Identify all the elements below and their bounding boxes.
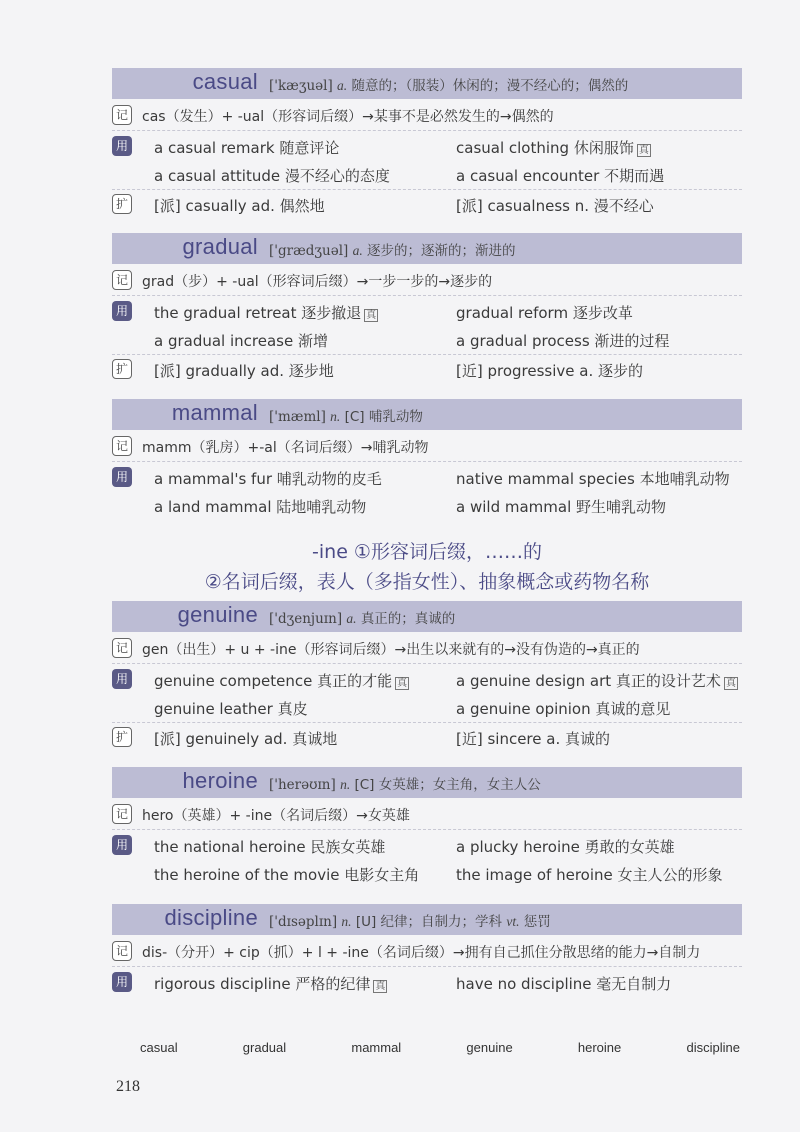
etymology-row: [112, 940, 742, 964]
entry-heroine: [112, 767, 742, 884]
meaning: [U] 纪律；自制力；学科: [355, 914, 503, 930]
divider: [112, 189, 742, 190]
headword: mammal: [171, 400, 258, 425]
usage-icon: 用: [112, 301, 132, 321]
tag-mark: 真: [638, 145, 649, 156]
footer-word: mammal: [351, 1040, 402, 1055]
usage-example: genuine leather 真皮: [154, 700, 308, 718]
usage-example: genuine competence 真正的才能 真: [154, 672, 408, 690]
etymology-row: [112, 637, 742, 661]
usage-example: a land mammal 陆地哺乳动物: [154, 498, 367, 516]
phonetic: ['dɪsəplɪn]: [269, 914, 338, 930]
meaning: 逐步的；逐渐的；渐进的: [367, 243, 516, 259]
part-of-speech: a.: [352, 243, 363, 258]
usage-row: [112, 862, 742, 886]
footer-word: genuine: [466, 1040, 513, 1055]
derivative: [派] casually ad. 偶然地: [154, 197, 325, 215]
usage-row: [112, 696, 742, 720]
footer-word: heroine: [577, 1040, 622, 1055]
definition: [269, 74, 628, 94]
meaning: 真正的；真诚的: [360, 611, 456, 627]
etymology: dis-（分开）+ cip（抓）+ l + -ine（名词后缀）→拥有自己抓住分散思绪的能力→自制力: [142, 945, 701, 961]
usage-example: have no discipline 毫无自制力: [456, 975, 672, 993]
divider: [112, 966, 742, 967]
usage-example: casual clothing 休闲服饰 真: [456, 139, 649, 157]
entry-header: [112, 68, 742, 99]
part-of-speech: a.: [346, 611, 357, 626]
divider: [112, 829, 742, 830]
usage-icon: 用: [112, 467, 132, 487]
usage-row: [112, 494, 742, 518]
usage-row: [112, 163, 742, 187]
usage-icon: 用: [112, 669, 132, 689]
part-of-speech: n.: [330, 409, 341, 424]
usage-example: the national heroine 民族女英雄: [154, 838, 386, 856]
part-of-speech: a.: [337, 78, 348, 93]
entry-header: [112, 904, 742, 935]
memory-icon: 记: [112, 105, 132, 125]
entry-header: [112, 601, 742, 632]
extend-row: [112, 358, 742, 382]
usage-example: a casual encounter 不期而遇: [456, 167, 665, 185]
etymology-row: [112, 803, 742, 827]
footer-word-list: [140, 1040, 740, 1055]
definition: [269, 239, 516, 259]
synonym: [近] sincere a. 真诚的: [456, 730, 610, 748]
entry-gradual: [112, 233, 742, 380]
definition: [269, 773, 541, 793]
extend-row: [112, 193, 742, 217]
usage-example: a plucky heroine 勇敢的女英雄: [456, 838, 675, 856]
headword: gradual: [182, 234, 258, 259]
affix-heading-line1: -ine ①形容词后缀，……的: [312, 541, 542, 563]
divider: [112, 130, 742, 131]
phonetic: ['dʒenjuɪn]: [269, 611, 343, 627]
affix-heading-line2: ②名词后缀，表人（多指女性）、抽象概念或药物名称: [204, 571, 650, 593]
tag-mark: 真: [375, 981, 386, 992]
divider: [112, 663, 742, 664]
footer-word: discipline: [686, 1040, 740, 1055]
derivative: [派] genuinely ad. 真诚地: [154, 730, 338, 748]
etymology-row: [112, 435, 742, 459]
etymology: cas（发生）+ -ual（形容词后缀）→某事不是必然发生的→偶然的: [142, 109, 554, 125]
extend-icon: 扩: [112, 194, 132, 214]
meaning: 惩罚: [523, 914, 551, 930]
usage-example: a gradual increase 渐增: [154, 332, 328, 350]
usage-example: rigorous discipline 严格的纪律 真: [154, 975, 386, 993]
etymology: gen（出生）+ u + -ine（形容词后缀）→出生以来就有的→没有伪造的→真正的: [142, 642, 640, 658]
phonetic: ['kæʒuəl]: [269, 78, 333, 94]
meaning: [C] 哺乳动物: [344, 409, 423, 425]
phonetic: ['herəʊɪn]: [269, 777, 336, 793]
tag-mark: 真: [366, 310, 377, 321]
etymology: hero（英雄）+ -ine（名词后缀）→女英雄: [142, 808, 410, 824]
usage-row: [112, 834, 742, 858]
divider: [112, 461, 742, 462]
memory-icon: 记: [112, 804, 132, 824]
divider: [112, 722, 742, 723]
definition: [269, 405, 423, 425]
part-of-speech: vt.: [506, 914, 520, 929]
etymology-row: [112, 269, 742, 293]
usage-example: the gradual retreat 逐步撤退 真: [154, 304, 377, 322]
definition: [269, 910, 551, 930]
divider: [112, 295, 742, 296]
footer-word: casual: [140, 1040, 178, 1055]
meaning: [C] 女英雄；女主角，女主人公: [354, 777, 541, 793]
footer-word: gradual: [242, 1040, 287, 1055]
derivative: [派] gradually ad. 逐步地: [154, 362, 334, 380]
page-number: 218: [116, 1078, 140, 1095]
memory-icon: 记: [112, 436, 132, 456]
usage-row: [112, 466, 742, 490]
extend-icon: 扩: [112, 359, 132, 379]
phonetic: ['mæml]: [269, 409, 326, 425]
entry-casual: [112, 68, 742, 215]
usage-row: [112, 328, 742, 352]
derivative: [派] casualness n. 漫不经心: [456, 197, 654, 215]
usage-example: a mammal's fur 哺乳动物的皮毛: [154, 470, 382, 488]
usage-row: [112, 668, 742, 692]
definition: [269, 607, 455, 627]
tag-mark: 真: [397, 678, 408, 689]
usage-row: [112, 300, 742, 324]
usage-icon: 用: [112, 972, 132, 992]
usage-icon: 用: [112, 136, 132, 156]
usage-row: [112, 971, 742, 995]
meaning: 随意的；（服装）休闲的；漫不经心的；偶然的: [351, 78, 629, 94]
usage-example: a gradual process 渐进的过程: [456, 332, 670, 350]
entry-mammal: [112, 399, 742, 516]
usage-example: a genuine design art 真正的设计艺术 真: [456, 672, 736, 690]
usage-icon: 用: [112, 835, 132, 855]
memory-icon: 记: [112, 941, 132, 961]
usage-example: the image of heroine 女主人公的形象: [456, 866, 723, 884]
memory-icon: 记: [112, 638, 132, 658]
headword: casual: [192, 69, 258, 94]
etymology: grad（步）+ -ual（形容词后缀）→一步一步的→逐步的: [142, 274, 493, 290]
entry-header: [112, 767, 742, 798]
usage-example: a genuine opinion 真诚的意见: [456, 700, 671, 718]
synonym: [近] progressive a. 逐步的: [456, 362, 643, 380]
headword: heroine: [182, 768, 258, 793]
part-of-speech: n.: [340, 777, 351, 792]
usage-example: native mammal species 本地哺乳动物: [456, 470, 730, 488]
usage-example: a wild mammal 野生哺乳动物: [456, 498, 667, 516]
tag-mark: 真: [725, 678, 736, 689]
phonetic: ['grædʒuəl]: [269, 243, 349, 259]
extend-icon: 扩: [112, 727, 132, 747]
extend-row: [112, 726, 742, 750]
usage-example: the heroine of the movie 电影女主角: [154, 866, 420, 884]
headword: discipline: [164, 905, 258, 930]
entry-discipline: [112, 904, 742, 993]
headword: genuine: [177, 602, 258, 627]
usage-row: [112, 135, 742, 159]
entry-header: [112, 233, 742, 264]
etymology: mamm（乳房）+-al（名词后缀）→哺乳动物: [142, 440, 429, 456]
memory-icon: 记: [112, 270, 132, 290]
usage-example: a casual attitude 漫不经心的态度: [154, 167, 390, 185]
etymology-row: [112, 104, 742, 128]
usage-example: gradual reform 逐步改革: [456, 304, 633, 322]
part-of-speech: n.: [341, 914, 352, 929]
entry-genuine: [112, 601, 742, 748]
divider: [112, 354, 742, 355]
entry-header: [112, 399, 742, 430]
usage-example: a casual remark 随意评论: [154, 139, 340, 157]
